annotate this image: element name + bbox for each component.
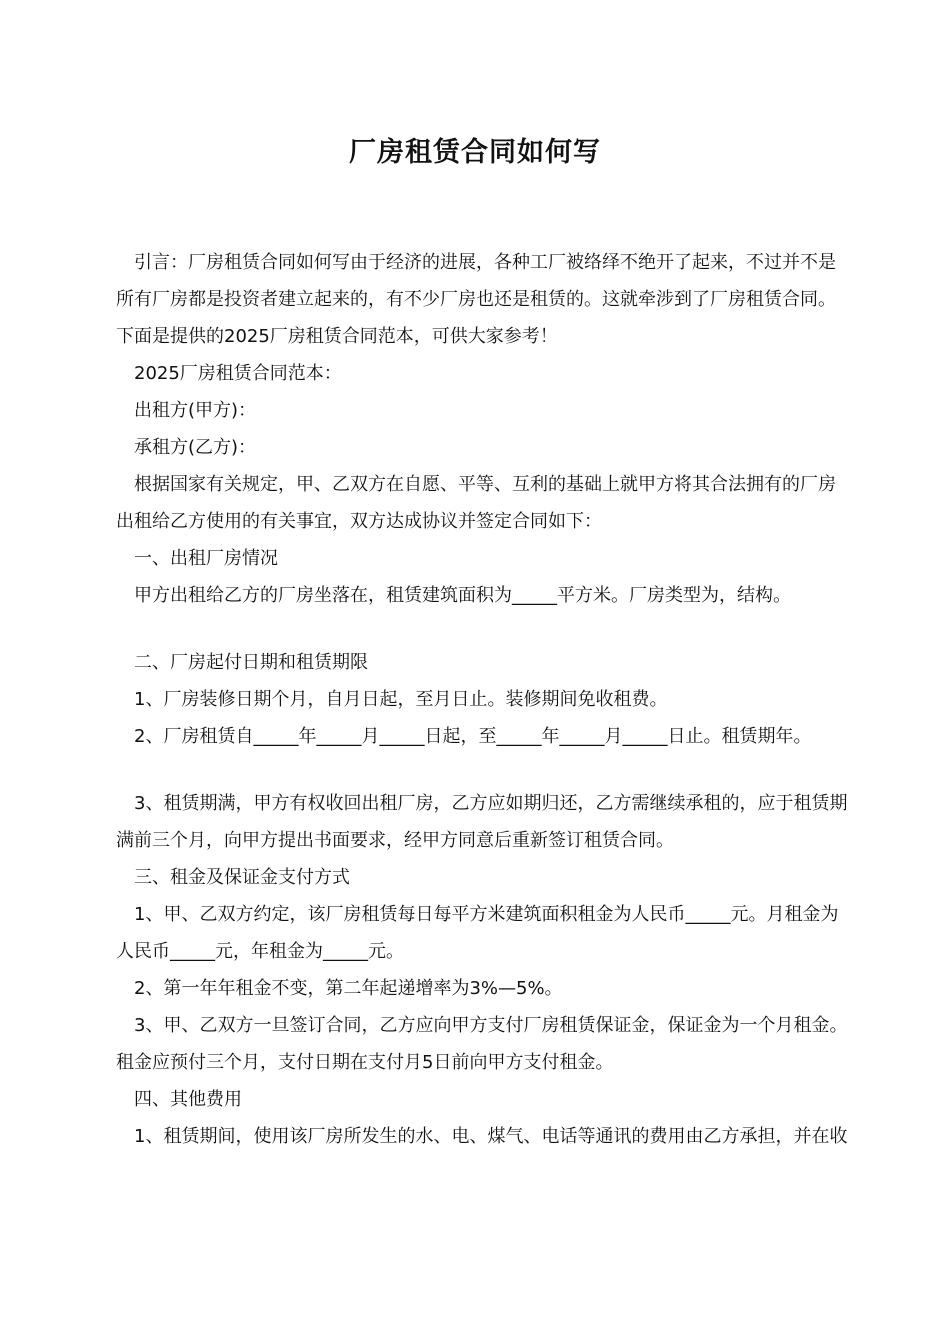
section-2-clause-2: 2、厂房租赁自_____年_____月_____日起，至_____年_____月_____日止。租赁期年。 [134,726,812,747]
section-heading-3: 三、租金及保证金支付方式 [134,867,350,888]
section-1-clause: 甲方出租给乙方的厂房坐落在，租赁建筑面积为_____平方米。厂房类型为，结构。 [134,585,791,606]
section-heading-1: 一、出租厂房情况 [134,548,278,569]
agreement-preamble: 根据国家有关规定，甲、乙双方在自愿、平等、互利的基础上就甲方将其合法拥有的厂房出租给乙方使用的有关事宜，双方达成协议并签定合同如下： [116,474,836,532]
section-heading-2: 二、厂房起付日期和租赁期限 [134,652,368,673]
section-3-clause-3: 3、甲、乙双方一旦签订合同，乙方应向甲方支付厂房租赁保证金，保证金为一个月租金。租金应预付三个月，支付日期在支付月5日前向甲方支付租金。 [116,1015,848,1073]
lessee-line: 承租方(乙方)： [134,437,257,458]
section-heading-4: 四、其他费用 [134,1089,242,1110]
intro-paragraph: 引言：厂房租赁合同如何写由于经济的进展，各种工厂被络绎不绝开了起来，不过并不是所有厂房都是投资者建立起来的，有不少厂房也还是租赁的。这就牵涉到了厂房租赁合同。下面是提供的2025厂房租赁合同范本，可供大家参考！ [116,252,836,347]
section-4-clause-1: 1、租赁期间，使用该厂房所发生的水、电、煤气、电话等通讯的费用由乙方承担，并在收 [134,1126,848,1147]
document-body [116,244,848,1155]
section-3-clause-2: 2、第一年年租金不变，第二年起递增率为3%—5%。 [134,978,563,999]
template-heading: 2025厂房租赁合同范本： [134,363,342,384]
section-2-clause-3: 3、租赁期满，甲方有权收回出租厂房，乙方应如期归还，乙方需继续承租的，应于租赁期满前三个月，向甲方提出书面要求，经甲方同意后重新签订租赁合同。 [116,793,848,851]
section-2-clause-1: 1、厂房装修日期个月，自月日起，至月日止。装修期间免收租费。 [134,689,668,710]
document-title: 厂房租赁合同如何写 [349,137,601,168]
lessor-line: 出租方(甲方)： [134,400,257,421]
section-3-clause-1: 1、甲、乙双方约定，该厂房租赁每日每平方米建筑面积租金为人民币_____元。月租金为人民币_____元，年租金为_____元。 [116,904,839,962]
